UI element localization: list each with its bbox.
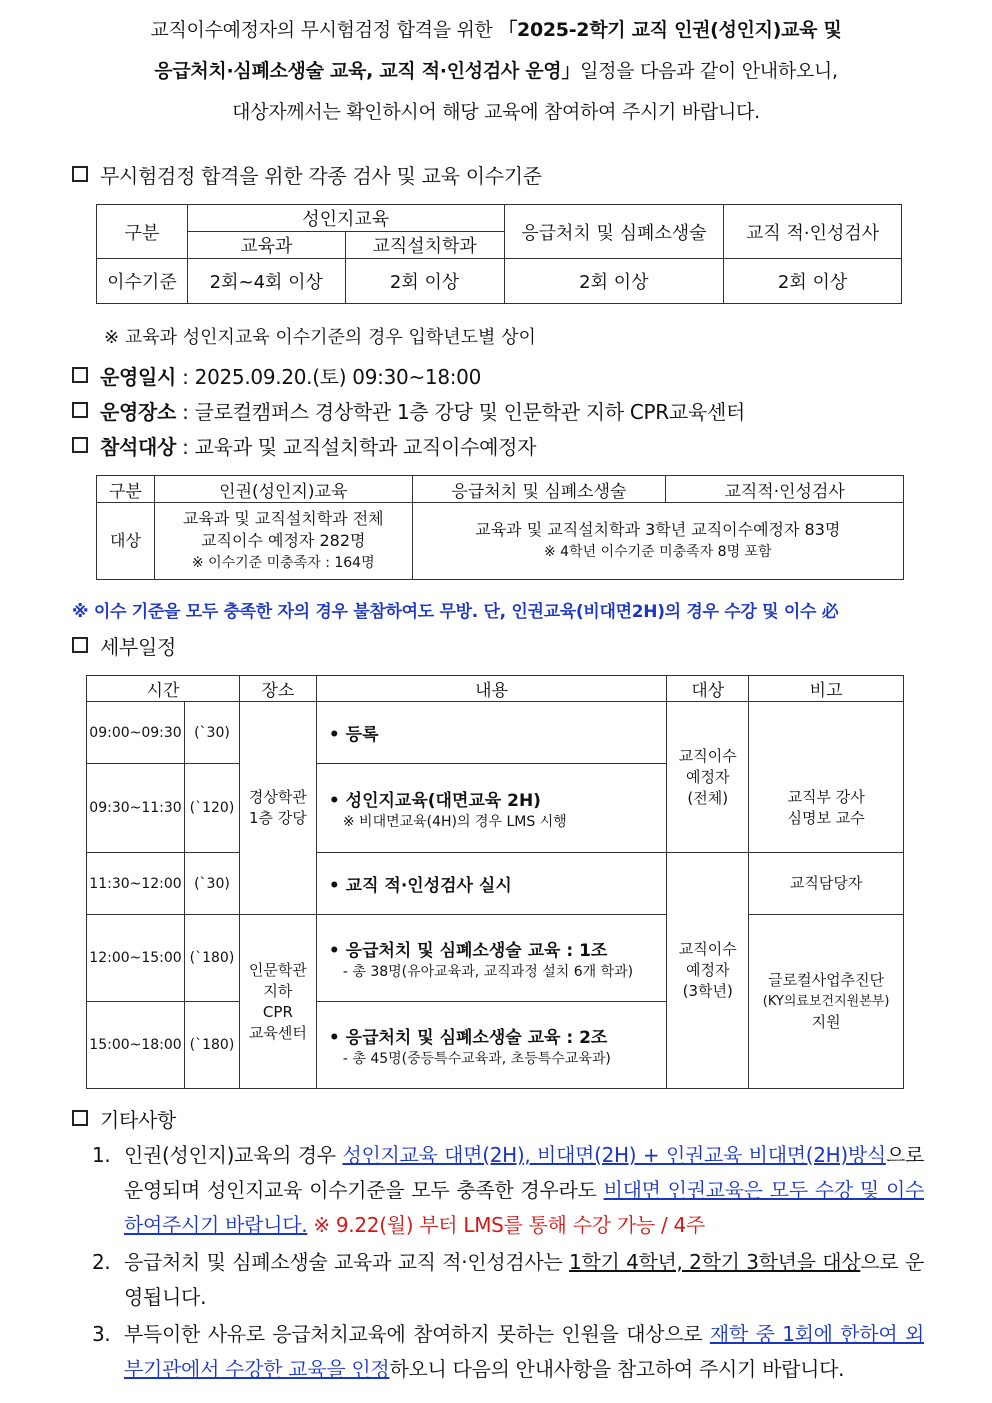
header-cpr: 응급처치 및 심폐소생술 (504, 205, 724, 259)
notice-line: ※ 이수 기준을 모두 충족한 자의 경우 불참하여도 무방. 단, 인권교육(비대면2H)의 경우 수강 및 이수 必 (72, 602, 839, 622)
value-aptitude: 2회 이상 (724, 259, 902, 304)
text-highlight: 재학 중 1회에 한하여 외부기관에서 수강한 교육을 인정 (124, 1322, 924, 1381)
place-line: 1층 강당 (249, 809, 307, 827)
list-number: 1. (92, 1143, 111, 1167)
criteria-table (96, 204, 902, 304)
attendees-table (96, 475, 904, 580)
content-cell (316, 764, 666, 853)
section-criteria-heading (72, 160, 542, 189)
list-item (92, 1245, 924, 1315)
text-plain: 하오니 다음의 안내사항을 참고하여 주시기 바랍니다. (389, 1357, 845, 1381)
text-highlight: 비대면 인권교육은 모두 수강 및 이수하여주시기 바랍니다. (124, 1178, 924, 1237)
remark-cell: 교직담당자 (749, 853, 904, 915)
venue-label: 운영장소 (100, 400, 177, 424)
intro-text: 교직이수예정자의 무시험검정 합격을 위한 (150, 19, 499, 41)
section-etc-heading (72, 1104, 176, 1133)
minutes-cell: (`30) (184, 702, 239, 764)
header-place: 장소 (239, 676, 316, 702)
section-title: 세부일정 (100, 635, 177, 659)
list-text (124, 1138, 924, 1243)
checkbox-square-icon (72, 367, 88, 383)
content-main: • 응급처치 및 심폐소생술 교육 : 2조 (328, 1027, 608, 1048)
place-cell (239, 915, 316, 1089)
list-number: 2. (92, 1250, 111, 1274)
header-category: 구분 (97, 476, 155, 503)
cpr-target-line: 교육과 및 교직설치학과 3학년 교직이수예정자 83명 (475, 520, 841, 539)
target-line: 예정자 (686, 961, 730, 979)
row-label: 대상 (97, 503, 155, 580)
minutes-cell: (`120) (184, 764, 239, 853)
section-title: 기타사항 (100, 1108, 177, 1132)
content-main: • 교직 적·인성검사 실시 (328, 876, 512, 896)
text-highlight: 성인지교육 대면(2H), 비대면(2H) + 인권교육 비대면(2H)방식 (342, 1143, 886, 1167)
content-main: • 응급처치 및 심폐소생술 교육 : 1조 (328, 940, 608, 961)
target-line: (전체) (687, 788, 729, 807)
header-category: 구분 (97, 205, 188, 259)
header-content: 내용 (316, 676, 666, 702)
section-detail-heading (72, 631, 176, 660)
intro-paragraph (60, 10, 932, 133)
content-cell (316, 915, 666, 1002)
value-teaching-dept: 2회 이상 (345, 259, 504, 304)
header-teaching-dept: 교직설치학과 (345, 232, 504, 259)
content-cell (316, 1002, 666, 1089)
list-number: 3. (92, 1322, 111, 1346)
header-target: 대상 (667, 676, 749, 702)
rights-target-line: 교직이수 예정자 282명 (201, 531, 366, 550)
content-sub: - 총 45명(중등특수교육과, 초등특수교육과) (342, 1050, 611, 1067)
value-cpr: 2회 이상 (504, 259, 724, 304)
text-red-note: ※ 9.22(월) 부터 LMS를 통해 수강 가능 / 4주 (307, 1213, 705, 1237)
place-line: 교육센터 (248, 1023, 307, 1042)
target-line: 교직이수 (678, 940, 737, 958)
criteria-note: ※ 교육과 성인지교육 이수기준의 경우 입학년도별 상이 (104, 327, 536, 348)
venue-value: : 글로컬캠퍼스 경상학관 1층 강당 및 인문학관 지하 CPR교육센터 (182, 400, 745, 424)
header-aptitude: 교직 적·인성검사 (724, 205, 902, 259)
place-line: 인문학관 (248, 960, 307, 979)
time-cell: 12:00~15:00 (87, 915, 185, 1002)
schedule-line (72, 361, 481, 390)
intro-text: 일정을 다음과 같이 안내하오니, (580, 60, 838, 82)
row-label: 이수기준 (97, 259, 188, 304)
value-education-dept: 2회~4회 이상 (187, 259, 345, 304)
target-line: (3학년) (682, 982, 733, 1000)
attendees-line (72, 431, 536, 460)
time-cell: 09:30~11:30 (87, 764, 185, 853)
minutes-cell: (`180) (184, 915, 239, 1002)
place-line: 지하 (263, 981, 293, 1000)
time-cell: 15:00~18:00 (87, 1002, 185, 1089)
target-line: 교직이수 (678, 746, 737, 765)
rights-target-line: 교육과 및 교직설치학과 전체 (182, 509, 384, 528)
header-time: 시간 (87, 676, 240, 702)
text-underline: 1학기 4학년, 2학기 3학년을 대상 (569, 1250, 861, 1274)
target-cell (667, 702, 749, 853)
target-cell (667, 853, 749, 1089)
header-cpr: 응급처치 및 심폐소생술 (412, 476, 666, 503)
place-line: CPR (262, 1002, 293, 1021)
target-line: 예정자 (686, 767, 730, 786)
text-plain: 인권(성인지)교육의 경우 (124, 1143, 343, 1167)
text-plain: 으로 운영됩니다. (124, 1250, 924, 1309)
remark-line: 지원 (811, 1013, 841, 1031)
header-education-dept: 교육과 (187, 232, 345, 259)
place-cell (239, 702, 316, 915)
text-plain: 으로 운영되며 성인지교육 이수기준을 모두 충족한 경우라도 (124, 1143, 924, 1202)
text-plain: 부득이한 사유로 응급처치교육에 참여하지 못하는 인원을 대상으로 (124, 1322, 710, 1346)
rights-target-note: ※ 이수기준 미충족자 : 164명 (191, 555, 375, 571)
checkbox-square-icon (72, 166, 88, 182)
attendees-value: : 교육과 및 교직설치학과 교직이수예정자 (182, 435, 537, 459)
checkbox-square-icon (72, 437, 88, 453)
content-sub: ※ 비대면교육(4H)의 경우 LMS 시행 (342, 813, 567, 830)
header-aptitude: 교직적·인성검사 (666, 476, 904, 503)
cpr-target-note: ※ 4학년 이수기준 미충족자 8명 포함 (544, 544, 772, 560)
list-text (124, 1317, 924, 1387)
remark-line: (KY의료보건지원본부) (762, 994, 890, 1009)
minutes-cell: (`180) (184, 1002, 239, 1089)
time-cell: 11:30~12:00 (87, 853, 185, 915)
etc-list (92, 1138, 924, 1389)
time-cell: 09:00~09:30 (87, 702, 185, 764)
remark-cell (749, 702, 904, 764)
remark-line: 심명보 교수 (787, 808, 865, 827)
remark-cell (749, 764, 904, 853)
schedule-value: : 2025.09.20.(토) 09:30~18:00 (182, 365, 482, 389)
content-cell (316, 702, 666, 764)
remark-line: 글로컬사업추진단 (768, 971, 885, 989)
header-rights: 인권(성인지)교육 (154, 476, 412, 503)
cpr-aptitude-target (412, 503, 903, 580)
intro-title: 「2025-2학기 교직 인권(성인지)교육 및 (498, 19, 842, 41)
checkbox-square-icon (72, 637, 88, 653)
rights-target (154, 503, 412, 580)
remark-cell (749, 915, 904, 1089)
remark-line: 교직부 강사 (787, 787, 865, 806)
header-gender-education: 성인지교육 (187, 205, 504, 232)
venue-line (72, 396, 745, 425)
checkbox-square-icon (72, 1110, 88, 1126)
text-plain: 응급처치 및 심폐소생술 교육과 교직 적·인성검사는 (124, 1250, 570, 1274)
intro-text: 대상자께서는 확인하시어 해당 교육에 참여하여 주시기 바랍니다. (232, 101, 760, 123)
minutes-cell: (`30) (184, 853, 239, 915)
list-text (124, 1245, 924, 1315)
schedule-label: 운영일시 (100, 365, 177, 389)
header-remark: 비고 (749, 676, 904, 702)
intro-title-cont: 응급처치·심폐소생술 교육, 교직 적·인성검사 운영」 (154, 60, 581, 82)
checkbox-square-icon (72, 402, 88, 418)
content-cell (316, 853, 666, 915)
detail-schedule-table (86, 675, 904, 1089)
content-sub: - 총 38명(유아교육과, 교직과정 설치 6개 학과) (342, 963, 634, 980)
place-line: 경상학관 (248, 788, 307, 806)
section-title: 무시험검정 합격을 위한 각종 검사 및 교육 이수기준 (100, 164, 542, 188)
attendees-label: 참석대상 (100, 435, 177, 459)
list-item (92, 1138, 924, 1243)
content-main: • 등록 (328, 725, 379, 745)
content-main: • 성인지교육(대면교육 2H) (328, 790, 541, 811)
list-item (92, 1317, 924, 1387)
